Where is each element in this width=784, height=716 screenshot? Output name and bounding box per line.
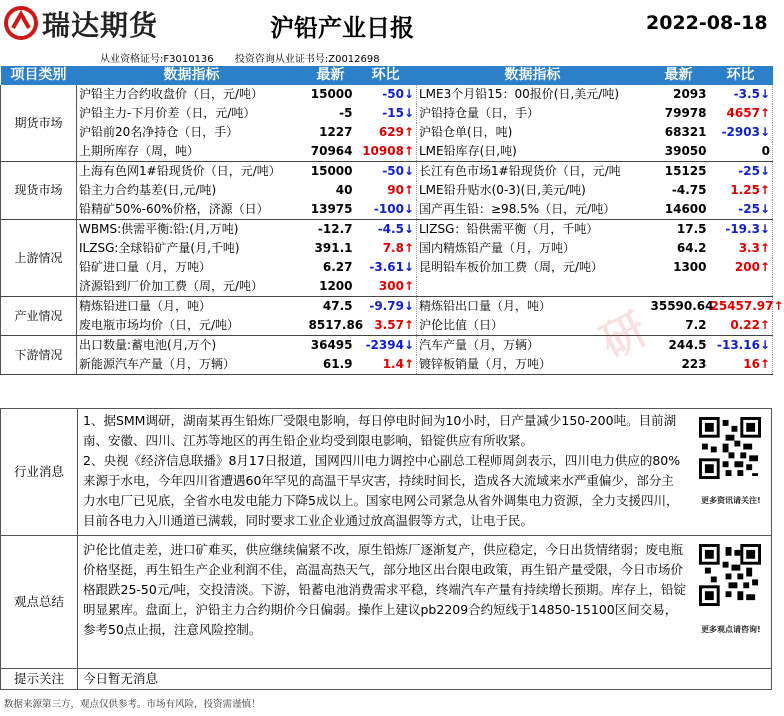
col-header-latest-right: 最新 <box>649 66 709 85</box>
table-row <box>1 142 773 162</box>
value-cell: 36495 <box>310 338 353 352</box>
value-cell: -4.75 <box>671 183 707 197</box>
table-row <box>1 316 773 336</box>
watermark-mark: 研 <box>592 303 656 369</box>
indicator-cell: 精炼铅进口量（月，吨） <box>77 297 307 317</box>
indicator-cell: LIZSG：铅供需平衡（月，千吨） <box>417 220 649 240</box>
indicator-cell: 废电瓶市场均价（日，元/吨） <box>77 316 307 336</box>
indicator-cell: 长江有色市场1#铅现货价（日，元/吨 <box>417 162 649 182</box>
change-cell: 300↑ <box>355 277 417 297</box>
table-row <box>1 336 773 356</box>
value-cell: 15000 <box>310 164 353 178</box>
col-header-indicator: 数据指标 <box>77 66 307 85</box>
change-cell: 3.57↑ <box>355 316 417 336</box>
notice-text: 今日暂无消息 <box>83 671 159 686</box>
change-cell: 10908↑ <box>355 142 417 162</box>
value-cell: 1300 <box>673 260 707 274</box>
opinion-label: 观点总结 <box>1 536 78 668</box>
indicator-cell: 沪铅主力-下月价差（日，元/吨） <box>77 104 307 123</box>
indicator-cell: 新能源汽车产量（月，万辆） <box>77 355 307 375</box>
change-cell: -50↓ <box>355 162 417 182</box>
value-cell: 2093 <box>673 87 707 101</box>
indicator-cell: 精炼铅出口量（月，吨） <box>417 297 649 317</box>
value-cell: 64.2 <box>676 241 707 255</box>
value-cell: 14600 <box>649 200 709 220</box>
value-cell: 70964 <box>307 142 355 162</box>
col-header-indicator-right: 数据指标 <box>417 66 649 85</box>
value-cell: 391.1 <box>314 241 353 255</box>
indicator-cell: 沪伦比值（日） <box>417 316 649 336</box>
opinion-text: 沪伦比值走差，进口矿难买，供应继续偏紧不改，原生铅炼厂逐渐复产，供应稳定，今日出货情绪弱；废电瓶价格坚挺，再生铅生产企业利润不佳，高温高热天气，部分地区出台限电政策，再生铅产量受限，今日市场价格跟跌25-50元/吨，交投清淡。下游，铅蓄电池消费需求平稳，终端汽车产量有持续增长预期。库存上，铅锭明显累库。盘面上，沪铅主力合约期价今日偏弱。操作上建议pb2209合约短线于14850-15100区间交易，参考50点止损，注意风险控制。 <box>83 542 687 637</box>
indicator-cell: WBMS:供需平衡:铅:(月,万吨) <box>77 220 307 240</box>
col-header-change-right: 环比 <box>709 66 773 85</box>
value-cell: -12.7 <box>317 222 353 236</box>
industry-news-label: 行业消息 <box>1 409 78 535</box>
indicator-cell: 上期所库存（周，吨） <box>77 142 307 162</box>
value-cell: 6.27 <box>322 260 353 274</box>
opinion-section <box>0 535 772 669</box>
value-cell: 13975 <box>307 200 355 220</box>
value-cell: 8517.86 <box>307 316 355 336</box>
change-cell: 1.25↑ <box>709 181 773 200</box>
notice-section <box>0 668 772 690</box>
indicator-cell: LME铅升贴水(0-3)(日,美元/吨) <box>417 181 649 200</box>
change-cell <box>709 277 773 297</box>
indicator-cell: 汽车产量（月，万辆） <box>417 336 649 356</box>
indicator-cell: 上海有色网1#铅现货价（日，元/吨） <box>77 162 307 182</box>
indicator-cell: 昆明铅车板价加工费（周，元/吨） <box>417 258 649 277</box>
indicator-cell: 铅精矿50%-60%价格，济源（日） <box>77 200 307 220</box>
change-cell: -15↓ <box>355 104 417 123</box>
change-cell: 25457.97↑ <box>709 297 773 317</box>
change-cell: -9.79↓ <box>355 297 417 317</box>
category-cell: 产业情况 <box>1 297 77 336</box>
indicator-cell: ILZSG:全球铅矿产量(月,千吨) <box>77 239 307 258</box>
indicator-cell: 国产再生铅：≥98.5%（日，元/吨） <box>417 200 649 220</box>
table-row <box>1 355 773 375</box>
indicator-cell: 铅主力合约基差(日,元/吨) <box>77 181 307 200</box>
change-cell: 3.3↑ <box>709 239 773 258</box>
change-cell: 0 <box>709 142 773 162</box>
table-row <box>1 162 773 182</box>
value-cell <box>649 277 709 297</box>
change-cell: 7.8↑ <box>355 239 417 258</box>
logo-text: 瑞达期货 <box>42 9 159 42</box>
data-table <box>0 66 784 375</box>
table-row <box>1 277 773 297</box>
change-cell: -19.3↓ <box>709 220 773 240</box>
qualification-line <box>100 50 398 65</box>
table-row <box>1 258 773 277</box>
industry-news-text: 1、据SMM调研，湖南某再生铅炼厂受限电影响，每日停电时间为10小时，日产量减少150-200吨。目前湖南、安徽、四川、江苏等地区的再生铅企业均受到限电影响，铅锭供应有所收紧。 2、央视《经济信息联播》8月17日报道，国网四川电力调控中心副总工程师周剑表示，四川电力供应的80%来源于水电，今年四川省遭遇60年罕见的高温干旱灾害，持续时间长，造成各大流域来水严重偏少，部分主力水电厂已见底，全省水电发电能力下降5成以上。国家电网公司紧急从省外调集电力资源，全力支援四川，目前各电力入川通道已满载，同时要求工业企业通过放高温假等方式，让电于民。 <box>83 413 681 528</box>
disclaimer-footer: 数据来源第三方，观点仅供参考。市场有风险，投资需谨慎！ <box>4 699 261 710</box>
value-cell: 7.2 <box>649 316 709 336</box>
qr-caption-news: 更多资讯请关注! <box>701 496 761 505</box>
value-cell: 47.5 <box>322 299 353 313</box>
value-cell: 1200 <box>307 277 355 297</box>
table-row <box>1 123 773 142</box>
change-cell: -25↓ <box>709 162 773 182</box>
indicator-cell: 镀锌板销量（月，万吨） <box>417 355 649 375</box>
value-cell: -5 <box>339 106 353 120</box>
indicator-cell: 沪铅仓单(日，吨) <box>417 123 649 142</box>
value-cell: 39050 <box>649 142 709 162</box>
industry-news-section <box>0 408 772 536</box>
table-row <box>1 239 773 258</box>
change-cell: -50↓ <box>355 85 417 104</box>
value-cell: 1227 <box>319 125 353 139</box>
change-cell: 0.22↑ <box>709 316 773 336</box>
change-cell: -2903↓ <box>709 123 773 142</box>
value-cell: 223 <box>649 355 709 375</box>
col-header-latest: 最新 <box>307 66 355 85</box>
table-row <box>1 104 773 123</box>
col-header-change: 环比 <box>355 66 417 85</box>
indicator-cell: LME3个月铅15：00报价(日,美元/吨) <box>417 85 649 104</box>
ruida-logo-icon <box>4 6 38 40</box>
change-cell: 200↑ <box>709 258 773 277</box>
report-title: 沪铅产业日报 <box>270 14 414 42</box>
indicator-cell: 铅矿进口量（月，万吨） <box>77 258 307 277</box>
value-cell: 244.5 <box>668 338 707 352</box>
value-cell: 35590.64 <box>650 299 714 313</box>
qr-code-icon <box>699 417 761 479</box>
change-cell: -3.61↓ <box>355 258 417 277</box>
change-cell: -25↓ <box>709 200 773 220</box>
notice-label: 提示关注 <box>1 669 78 689</box>
indicator-cell: 济源铅到厂价加工费（周，元/吨） <box>77 277 307 297</box>
value-cell: 15125 <box>664 164 707 178</box>
value-cell: 61.9 <box>307 355 355 375</box>
qr-caption-opinion: 更多观点请咨询! <box>701 625 761 634</box>
value-cell: 40 <box>335 183 353 197</box>
table-row <box>1 200 773 220</box>
value-cell: 17.5 <box>676 222 707 236</box>
value-cell: 68321 <box>664 125 707 139</box>
value-cell: 79978 <box>664 106 707 120</box>
change-cell: 1.4↑ <box>355 355 417 375</box>
change-cell: -4.5↓ <box>355 220 417 240</box>
indicator-cell: LME铅库存(日,吨) <box>417 142 649 162</box>
qualification-number: 从业资格证号:F3010136 <box>100 54 214 65</box>
indicator-cell: 国内精炼铅产量（月，万吨） <box>417 239 649 258</box>
indicator-cell: 出口数量:蓄电池(月,万个) <box>77 336 307 356</box>
report-date: 2022-08-18 <box>646 12 768 34</box>
indicator-cell: 沪铅主力合约收盘价（日，元/吨） <box>77 85 307 104</box>
change-cell: -3.5↓ <box>709 85 773 104</box>
table-row <box>1 220 773 240</box>
table-header-row <box>1 66 773 85</box>
category-cell: 上游情况 <box>1 220 77 297</box>
category-cell: 下游情况 <box>1 336 77 375</box>
change-cell: 90↑ <box>355 181 417 200</box>
col-header-category: 项目类别 <box>1 66 77 85</box>
change-cell: 4657↑ <box>709 104 773 123</box>
indicator-cell: 沪铅前20名净持仓（日，手） <box>77 123 307 142</box>
change-cell: -2394↓ <box>355 336 417 356</box>
change-cell: -13.16↓ <box>709 336 773 356</box>
consulting-number: 投资咨询从业证书号:Z0012698 <box>234 54 380 65</box>
table-row <box>1 297 773 317</box>
table-row <box>1 85 773 104</box>
change-cell: -100↓ <box>355 200 417 220</box>
change-cell: 16↑ <box>709 355 773 375</box>
qr-code-icon <box>699 544 761 606</box>
table-row <box>1 181 773 200</box>
report-header <box>0 0 772 66</box>
category-cell: 现货市场 <box>1 162 77 220</box>
category-cell: 期货市场 <box>1 85 77 162</box>
change-cell: 629↑ <box>355 123 417 142</box>
value-cell: 15000 <box>310 87 353 101</box>
indicator-cell: 沪铅持仓量（日，手） <box>417 104 649 123</box>
indicator-cell <box>417 277 649 297</box>
